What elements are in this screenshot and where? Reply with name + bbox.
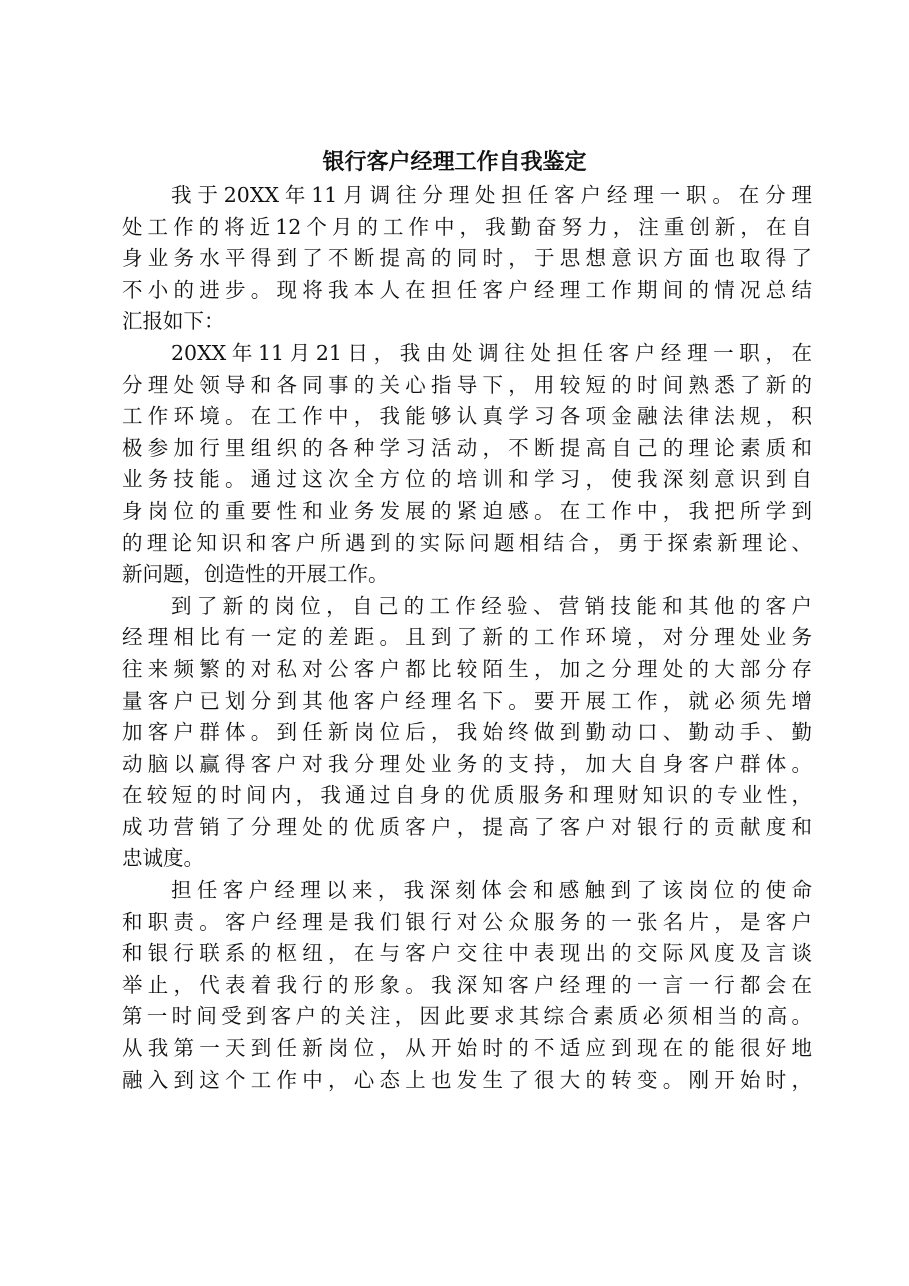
text-line: 动脑以赢得客户对我分理处业务的支持，加大自身客户群体。: [122, 751, 812, 776]
text-line: 处工作的将近12个月的工作中，我勤奋努力，注重创新，在自: [122, 214, 812, 239]
text-line: 从我第一天到任新岗位，从开始时的不适应到现在的能很好地: [122, 1036, 812, 1061]
text-line: 第一时间受到客户的关注，因此要求其综合素质必须相当的高。: [122, 1004, 812, 1029]
text-line: 到了新的岗位，自己的工作经验、营销技能和其他的客户: [171, 593, 812, 618]
text-line: 成功营销了分理处的优质客户，提高了客户对银行的贡献度和: [122, 814, 812, 839]
text-line: 和银行联系的枢纽，在与客户交往中表现出的交际风度及言谈: [122, 941, 812, 966]
text-line: 20XX年11月21日，我由处调往处担任客户经理一职，在: [171, 340, 812, 365]
document-title: 银行客户经理工作自我鉴定: [322, 149, 587, 175]
text-line: 融入到这个工作中，心态上也发生了很大的转变。刚开始时，: [122, 1067, 812, 1092]
text-line: 业务技能。通过这次全方位的培训和学习，使我深刻意识到自: [122, 467, 812, 492]
text-line: 极参加行里组织的各种学习活动，不断提高自己的理论素质和: [122, 435, 812, 460]
text-line: 分理处领导和各同事的关心指导下，用较短的时间熟悉了新的: [122, 372, 812, 397]
text-line: 加客户群体。到任新岗位后，我始终做到勤动口、勤动手、勤: [122, 720, 812, 745]
text-line: 经理相比有一定的差距。且到了新的工作环境，对分理处业务: [122, 625, 812, 650]
text-line: 身业务水平得到了不断提高的同时，于思想意识方面也取得了: [122, 246, 812, 271]
text-line: 担任客户经理以来，我深刻体会和感触到了该岗位的使命: [171, 878, 812, 903]
text-line: 身岗位的重要性和业务发展的紧迫感。在工作中，我把所学到: [122, 498, 812, 523]
document-body: [122, 180, 812, 1096]
text-line: 的理论知识和客户所遇到的实际问题相结合，勇于探索新理论、: [122, 530, 812, 555]
text-line: 在较短的时间内，我通过自身的优质服务和理财知识的专业性，: [122, 783, 812, 808]
text-line: 汇报如下：: [122, 309, 225, 334]
text-line: 工作环境。在工作中，我能够认真学习各项金融法律法规，积: [122, 404, 812, 429]
text-line: 和职责。客户经理是我们银行对公众服务的一张名片，是客户: [122, 909, 812, 934]
text-line: 不小的进步。现将我本人在担任客户经理工作期间的情况总结: [122, 277, 812, 302]
text-line: 往来频繁的对私对公客户都比较陌生，加之分理处的大部分存: [122, 656, 812, 681]
text-line: 举止，代表着我行的形象。我深知客户经理的一言一行都会在: [122, 972, 812, 997]
text-line: 量客户已划分到其他客户经理名下。要开展工作，就必须先增: [122, 688, 812, 713]
text-line: 新问题，创造性的开展工作。: [122, 562, 389, 587]
text-line: 我于20XX年11月调往分理处担任客户经理一职。在分理: [171, 183, 812, 207]
text-line: 忠诚度。: [122, 846, 204, 871]
